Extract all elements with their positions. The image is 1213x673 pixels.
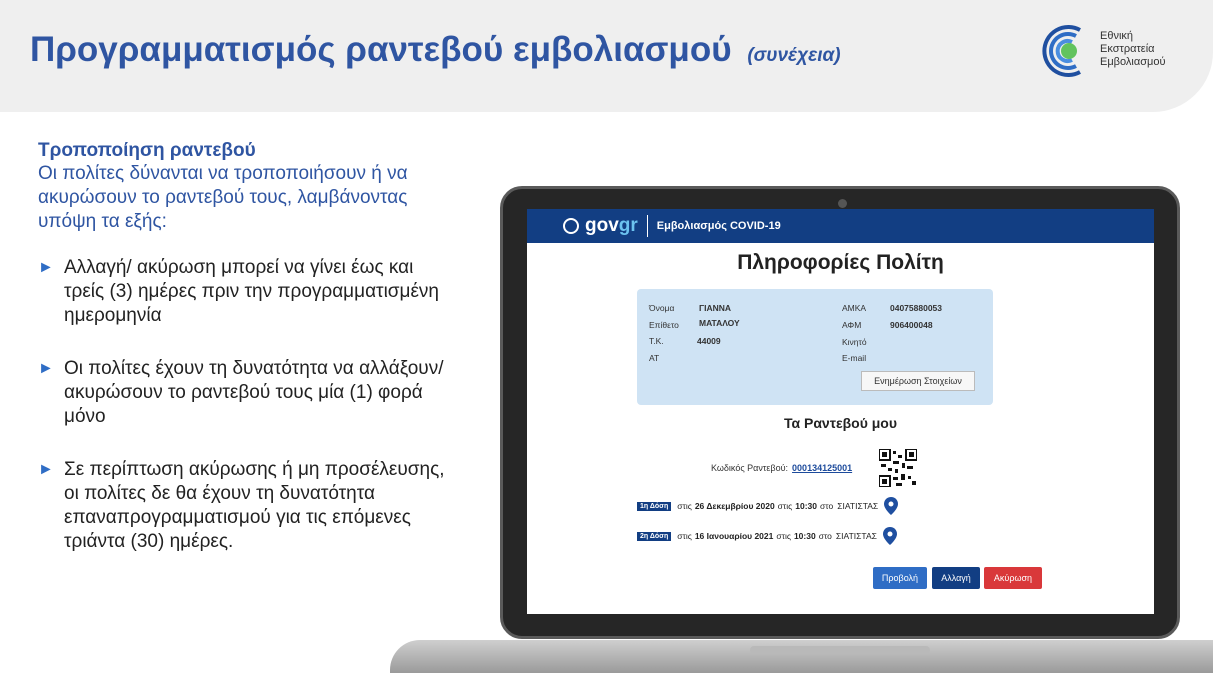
triangle-bullet-icon: ► [38,259,54,276]
amka-label: ΑΜΚΑ [842,303,867,313]
dose-place: ΣΙΑΤΙΣΤΑΣ [837,501,879,511]
dose-row [637,497,898,515]
gov-emblem-icon [563,218,579,234]
intro-text: Οι πολίτες δύνανται να τροποποιήσουν ή να ακυρώσουν το ραντεβού τους, λαμβάνοντας υπόψη τα εξής: [38,163,408,232]
triangle-bullet-icon: ► [38,461,54,478]
bullet-list [38,256,458,554]
title-text: Προγραμματισμός ραντεβού εμβολιασμού [30,30,732,69]
dose-place: ΣΙΑΤΙΣΤΑΣ [835,531,877,541]
camera-icon [838,199,847,208]
bullet-text: Σε περίπτωση ακύρωσης ή μη προσέλευσης, οι πολίτες δε θα έχουν τη δυνατότητα επαναπρογραμματισμού για τις επόμενες τριάντα (30) ημέρες. [64,459,445,552]
afm-label: ΑΦΜ [842,320,862,330]
left-text-panel [38,140,458,583]
appointment-code-row [711,463,852,473]
appointments-heading: Τα Ραντεβού μου [783,415,898,431]
dose-badge: 2η Δόση [637,532,671,541]
title-subtitle: (συνέχεια) [747,45,841,66]
app-topbar [527,209,1154,243]
dose-date: 26 Δεκεμβρίου 2020 [694,501,775,511]
dose-in: στο [818,531,832,541]
bullet-text: Οι πολίτες έχουν τη δυνατότητα να αλλάξουν/ ακυρώσουν το ραντεβού τους μία (1) φορά μόνο [64,358,444,427]
section-title: Τροποποίηση ραντεβού [38,140,256,161]
laptop-lid [500,186,1180,639]
logo-line: Εμβολιασμού [1100,56,1166,68]
page-heading: Πληροφορίες Πολίτη [737,251,944,274]
update-details-button[interactable]: Ενημέρωση Στοιχείων [861,371,975,391]
laptop-base [390,640,1213,673]
brand-gov: gov [585,215,619,236]
dose-time: 10:30 [795,501,818,511]
cancel-button[interactable]: Ακύρωση [984,567,1042,589]
afm-value: 906400048 [890,320,933,330]
citizen-info-card [637,289,993,405]
amka-value: 04075880053 [890,303,943,313]
bullet-item [38,458,458,554]
laptop-screen [527,209,1154,614]
postal-value: 44009 [697,336,721,346]
dose-time-at: στις [777,501,793,511]
dose-row [637,527,897,545]
campaign-logo [1036,18,1196,84]
change-button[interactable]: Αλλαγή [932,567,980,589]
dose-at: στις [677,501,692,511]
laptop-notch [750,646,930,654]
bullet-item [38,357,458,429]
vaccination-logo-icon [1036,18,1092,84]
last-name-label: Επίθετο [649,320,679,330]
last-name-value: ΜΑΤΑΛΟΥ [699,318,740,328]
logo-line: Εκστρατεία [1100,43,1155,55]
brand-gr: gr [618,215,638,236]
gov-brand[interactable] [585,215,638,237]
dose-badge: 1η Δόση [637,502,671,511]
dose-at: στις [677,531,692,541]
postal-label: Τ.Κ. [649,336,664,346]
logo-line: Εθνική [1100,30,1134,42]
slide-title [30,30,841,70]
location-pin-icon[interactable] [883,527,897,545]
bullet-text: Αλλαγή/ ακύρωση μπορεί να γίνει έως και τρείς (3) ημέρες πριν την προγραμματισμένη ημερομηνία [64,257,439,326]
dose-time: 10:30 [793,531,816,541]
first-name-value: ΓΙΑΝΝΑ [699,303,732,313]
appointment-code-link[interactable]: 000134125001 [792,463,853,473]
view-button[interactable]: Προβολή [873,567,927,589]
slide-header [0,0,1213,112]
first-name-label: Όνομα [649,303,675,313]
code-label: Κωδικός Ραντεβού: [711,463,789,473]
dose-in: στο [820,501,834,511]
dose-date: 16 Ιανουαρίου 2021 [694,531,774,541]
id-label: ΑΤ [649,353,660,363]
dose-time-at: στις [776,531,791,541]
triangle-bullet-icon: ► [38,360,54,377]
topbar-title: Εμβολιασμός COVID-19 [656,220,781,232]
topbar-divider [647,215,648,237]
qr-code-icon [879,449,917,487]
bullet-item [38,256,458,328]
logo-text [1100,30,1165,69]
email-label: E-mail [842,353,867,363]
mobile-label: Κινητό [842,337,867,347]
location-pin-icon[interactable] [884,497,898,515]
